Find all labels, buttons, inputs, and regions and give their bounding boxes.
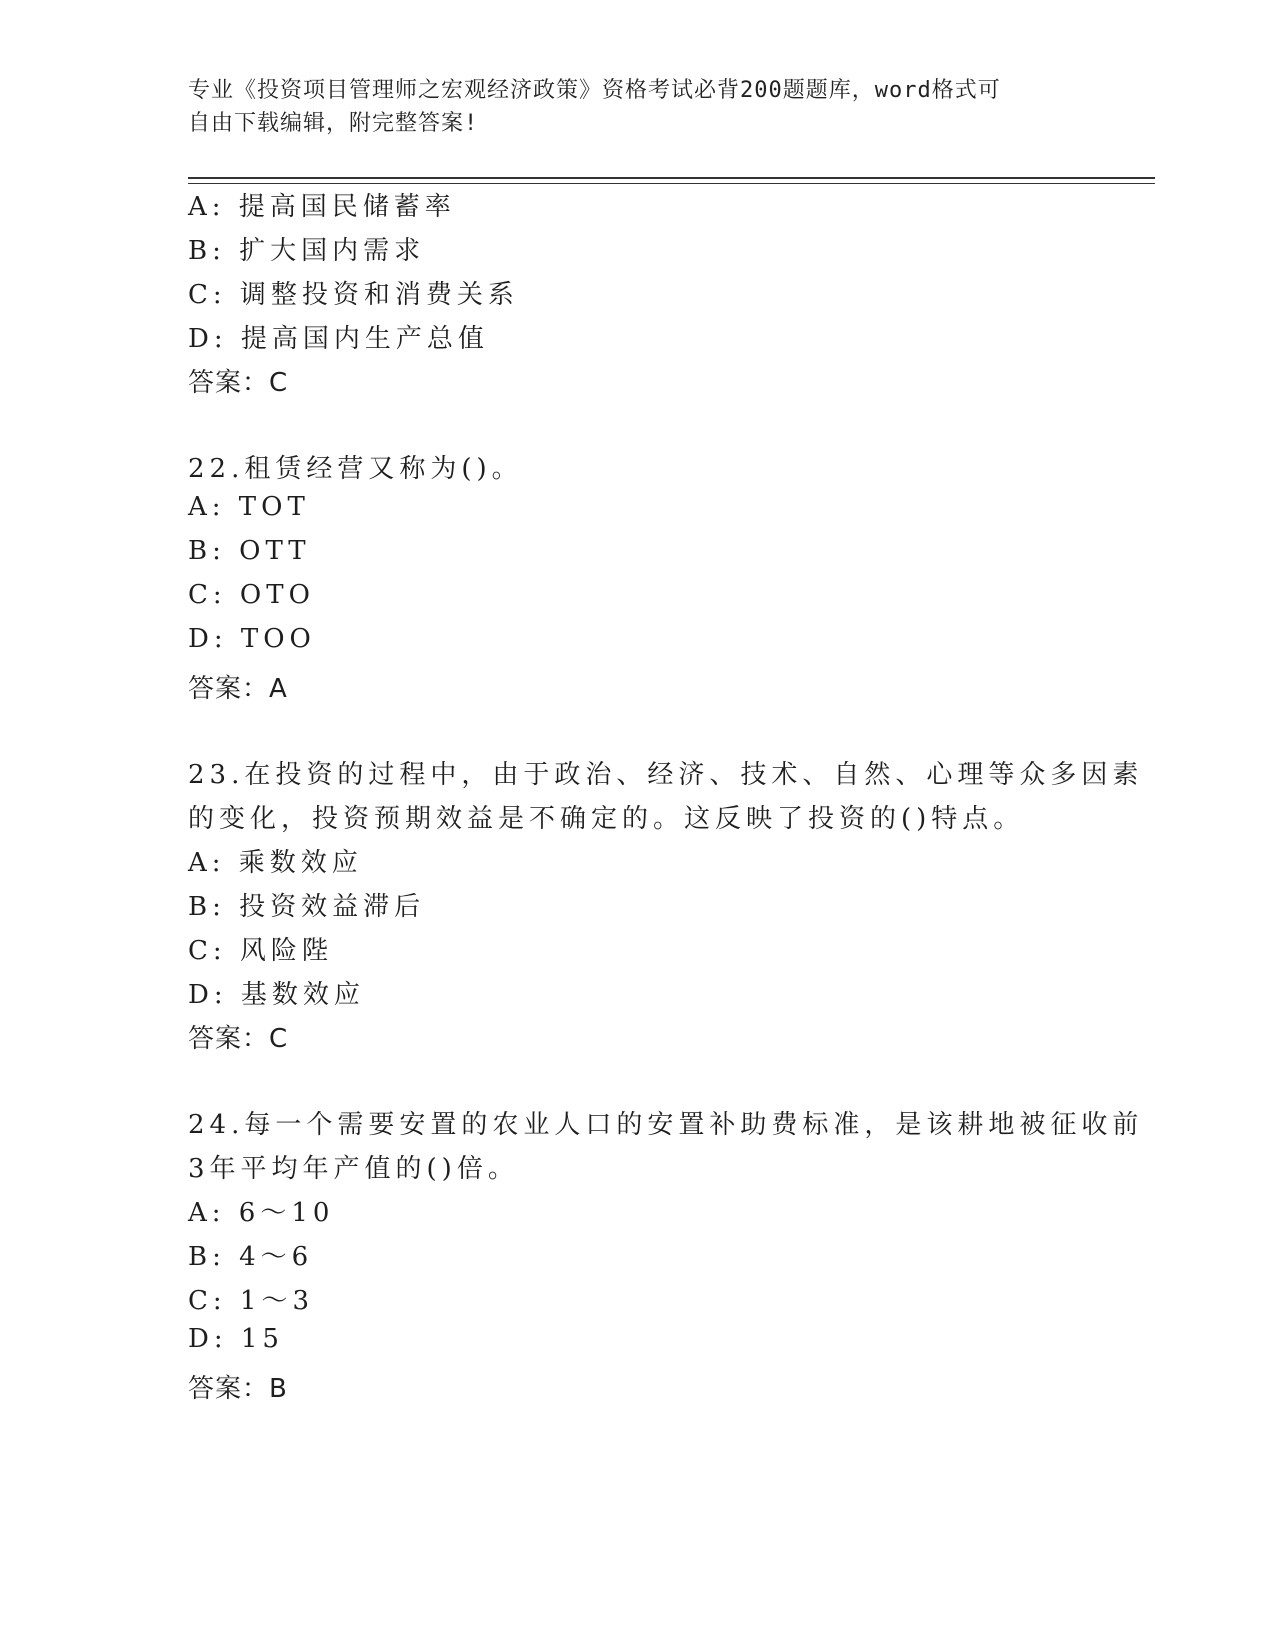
q24-option-c: C: 1～3 (188, 1286, 315, 1316)
q24-question-line-1: 24.每一个需要安置的农业人口的安置补助费标准，是该耕地被征收前 (188, 1110, 1144, 1140)
q23-option-c: C: 风险陛 (188, 936, 333, 966)
header-line-2: 自由下载编辑，附完整答案! (188, 111, 479, 136)
q22-option-b: B: OTT (188, 536, 311, 566)
q23-question-line-1: 23.在投资的过程中，由于政治、经济、技术、自然、心理等众多因素 (188, 760, 1144, 790)
answer-value: C (269, 1024, 289, 1054)
answer-label: 答案： (188, 1024, 270, 1054)
header-divider-thin (188, 183, 1155, 184)
q23-question-line-2: 的变化，投资预期效益是不确定的。这反映了投资的()特点。 (188, 804, 1025, 834)
q21-option-a: A: 提高国民储蓄率 (188, 192, 456, 222)
q23-option-d: D: 基数效应 (188, 980, 365, 1010)
q22-option-a: A: TOT (188, 492, 310, 522)
q22-question: 22.租赁经营又称为()。 (188, 454, 523, 484)
q21-option-d: D: 提高国内生产总值 (188, 324, 489, 354)
answer-value: C (269, 368, 289, 398)
q24-option-a: A: 6～10 (188, 1198, 335, 1228)
q22-option-d: D: TOO (188, 624, 316, 654)
q24-answer (188, 1368, 288, 1405)
q24-option-b: B: 4～6 (188, 1242, 314, 1272)
answer-label: 答案： (188, 1374, 270, 1404)
answer-value: A (269, 674, 288, 704)
q22-answer (188, 668, 288, 705)
q21-answer (188, 362, 288, 399)
q21-option-c: C: 调整投资和消费关系 (188, 280, 519, 310)
answer-label: 答案： (188, 674, 270, 704)
q24-question-line-2: 3年平均年产值的()倍。 (188, 1154, 519, 1184)
q24-option-d: D: 15 (188, 1324, 284, 1354)
document-header (188, 74, 1088, 140)
q23-option-b: B: 投资效益滞后 (188, 892, 426, 922)
q23-option-a: A: 乘数效应 (188, 848, 363, 878)
answer-value: B (269, 1374, 288, 1404)
q23-answer (188, 1018, 288, 1055)
header-line-1: 专业《投资项目管理师之宏观经济政策》资格考试必背200题题库，word格式可 (188, 78, 1001, 103)
q21-option-b: B: 扩大国内需求 (188, 236, 426, 266)
answer-label: 答案： (188, 368, 270, 398)
q22-option-c: C: OTO (188, 580, 315, 610)
header-divider-thick (188, 177, 1155, 179)
